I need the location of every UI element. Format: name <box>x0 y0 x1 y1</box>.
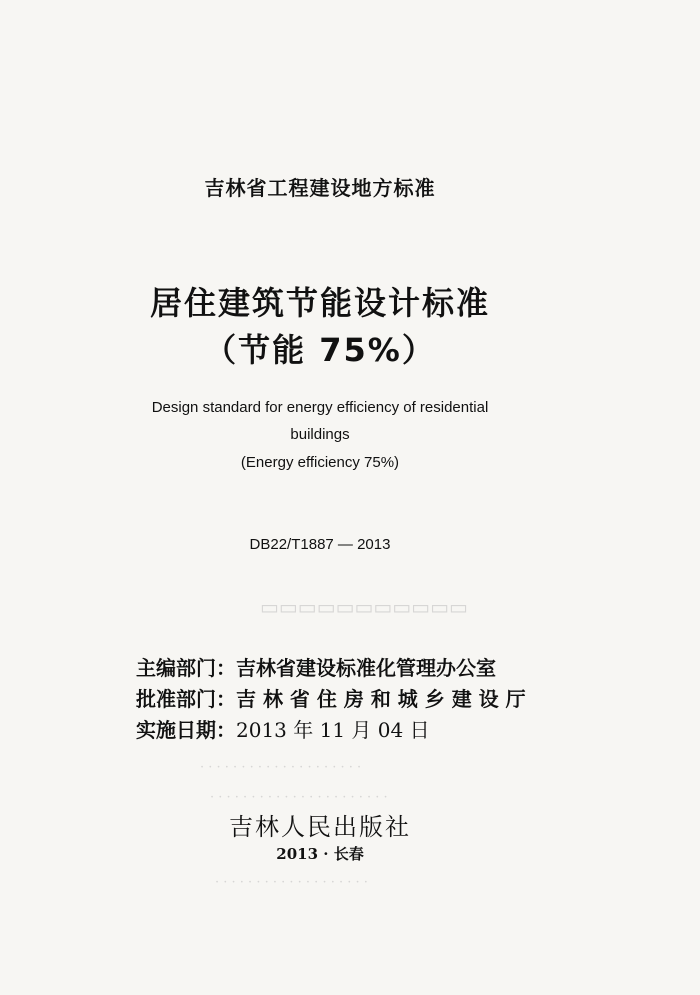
bleed-through-decoration: · · · · · · · · · · · · · · · · · · · <box>215 875 368 890</box>
editor-department <box>136 652 496 681</box>
english-title-line-1: Design standard for energy efficiency of residential <box>151 399 489 416</box>
standard-code: DB22/T1887 — 2013 <box>249 536 391 553</box>
english-title-line-3: (Energy efficiency 75%) <box>240 454 400 471</box>
editor-label: 主编部门： <box>136 656 236 680</box>
date-value: 2013 年 11 月 04 日 <box>236 718 430 742</box>
bleed-through-decoration: ▭▭▭▭▭▭▭▭▭▭▭ <box>260 595 468 619</box>
implementation-date <box>136 714 430 743</box>
publisher: 吉林人民出版社 <box>229 813 411 841</box>
date-label: 实施日期： <box>136 718 236 742</box>
editor-value: 吉林省建设标准化管理办公室 <box>236 656 496 680</box>
bleed-through-decoration: · · · · · · · · · · · · · · · · · · · · · · <box>210 790 388 805</box>
approver-value: 吉 林 省 住 房 和 城 乡 建 设 厅 <box>236 687 526 711</box>
document-title: 居住建筑节能设计标准 <box>149 284 490 322</box>
english-title-line-2: buildings <box>290 426 350 443</box>
publish-info: 2013 · 长春 <box>276 845 364 863</box>
document-subtitle: （节能 75%） <box>204 331 436 369</box>
bleed-through-decoration: · · · · · · · · · · · · · · · · · · · · <box>200 760 362 775</box>
standard-series: 吉林省工程建设地方标准 <box>204 176 436 200</box>
approver-department <box>136 683 526 712</box>
approver-label: 批准部门： <box>136 687 236 711</box>
